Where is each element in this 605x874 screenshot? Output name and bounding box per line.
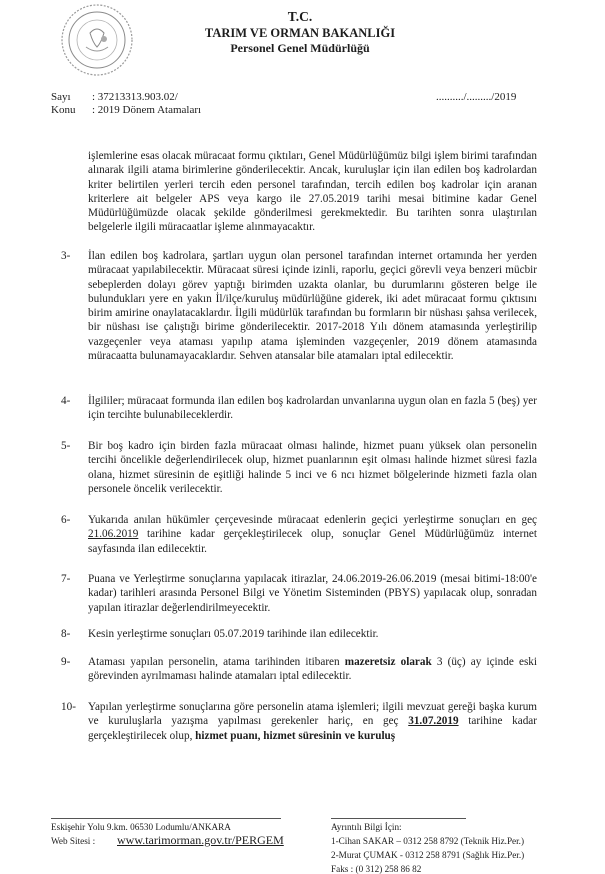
item-number: 8- <box>61 628 71 640</box>
footer-contact: 2-Murat ÇUMAK - 0312 258 8791 (Sağlık Hiz.Per.) <box>331 850 525 860</box>
footer-address: Eskişehir Yolu 9.km. 06530 Lodumlu/ANKARA <box>51 822 231 832</box>
konu-value: : 2019 Dönem Atamaları <box>92 104 202 116</box>
subject <box>51 104 201 116</box>
sayi-value: : 37213313.903.02/ <box>92 91 178 103</box>
item-number: 10- <box>61 701 76 713</box>
item-paragraph: Yukarıda anılan hükümler çerçevesinde müracaat edenlerin geçici yerleştirme sonuçları en geç 21.06.2019 tarihine kadar gerçekleştirilecek olup, sonuçlar Genel Müdürlüğümüz internet sayfasında ilan edilecektir. <box>88 514 537 555</box>
konu-label: Konu <box>51 104 76 116</box>
footer-divider <box>51 818 281 819</box>
sayi-label: Sayı <box>51 91 71 103</box>
item-number: 6- <box>61 514 71 526</box>
item-paragraph: Yapılan yerleştirme sonuçlarına göre personelin atama işlemleri; ilgili mevzuat gereği başka kurum ve kuruluşlarla yazışma yapılması gerekenler hariç, en geç 31.07.2019 tarihine kadar gerçekleştirilecek olup, hizmet puanı, hizmet süresinin ve kuruluş <box>88 701 538 742</box>
ministry-seal-logo <box>60 3 134 77</box>
reference-number <box>51 91 178 103</box>
item-paragraph: Bir boş kadro için birden fazla müracaat olması halinde, hizmet puanı yüksek olan personelin tercihi öncelikle değerlendirilecek olup, hizmet puanlarının eşit olması halinde hizmet süresi fazla olana, hizmet süresinin de eşitliği halinde 5 inci ve 6 ncı hizmet bölgelerinde hizmeti fazla olan personele öncelik verilecektir. <box>88 440 537 495</box>
footer-web-link[interactable]: www.tarimorman.gov.tr/PERGEM <box>117 833 284 847</box>
item-number: 7- <box>61 573 71 585</box>
item-number: 4- <box>61 395 71 407</box>
footer-fax: Faks : (0 312) 258 86 82 <box>331 864 422 874</box>
item-paragraph: İlgililer; müracaat formunda ilan edilen boş kadrolardan unvanlarına uygun olan en fazla 5 (beş) yer için tercihte bulunabileceklerdir. <box>88 395 537 422</box>
footer-contact: 1-Cihan SAKAR – 0312 258 8792 (Teknik Hiz.Per.) <box>331 836 525 846</box>
footer-info-label: Ayrıntılı Bilgi İçin: <box>331 822 402 832</box>
footer-web-label: Web Sitesi : <box>51 836 96 846</box>
item-paragraph: Ataması yapılan personelin, atama tarihinden itibaren mazeretsiz olarak 3 (üç) ay içinde eski görevinden ayrılmaması halinde atamaları iptal edilecektir. <box>88 656 537 683</box>
item-number: 3- <box>61 250 71 262</box>
intro-paragraph: işlemlerine esas olacak müracaat formu çıktıları, Genel Müdürlüğümüz bilgi işlem birimi tarafından alınarak ilgili atama birimlerine gönderilecektir. Ancak, kuruluşlar için ilan edilen boş kadrolardan kriter belirtilen yerleri tercih eden personel tarafından, tercih edilen boş kadrolar için aranan kriterlere ait belgeler APS veya kargo ile 27.05.2019 tarihi mesai bitimine kadar Genel Müdürlüğümüzde olacak şekilde gönderilmesi gerekmektedir. Bu tarihten sonra ulaştırılan belgelerle ilgili müracaatlar işleme alınmayacaktır. <box>88 150 537 234</box>
footer-divider <box>331 818 466 819</box>
header-directorate: Personel Genel Müdürlüğü <box>230 41 370 55</box>
deadline-date: 21.06.2019 <box>88 528 139 541</box>
item-paragraph: Puana ve Yerleştirme sonuçlarına yapılacak itirazlar, 24.06.2019-26.06.2019 (mesai bitimi-18:00'e kadar) tarihleri arasında Personel Bilgi ve Yönetim Sisteminden (PBYS) yapılacak olup, sonradan yapılan itirazlar değerlendirilmeyecektir. <box>88 573 537 614</box>
item-paragraph: İlan edilen boş kadrolara, şartları uygun olan personel tarafından internet ortamında her yerden müracaat yapılabilecektir. Müracaat süresi içinde izinli, raporlu, geçici görevli veya benzeri mücbir sebeplerden dolayı görev yaptığı birimden uzakta olanlar, bu durumlarını gösteren belge ile bulundukları yere en yakın İl/ilçe/kuruluş müdürlüğüne giderek, iki adet müracaat formu çıktısını birim amirine onaylatacaklardır. İlgili müdürlük tarafından bu formların bir nüshası şahsa verilecek, bir nüshası ise çalıştığı birime gönderilecektir. 2017-2018 Yılı dönem atamasında yerleştirilip vazgeçenler veya ataması yapılıp atama işleminden vazgeçenler, 2019 dönem atamasında müracaatta bulunamayacaklardır. Sehven atansalar bile atamaları iptal edilecektir. <box>88 250 537 363</box>
item-number: 9- <box>61 656 71 668</box>
deadline-date: 31.07.2019 <box>408 715 459 728</box>
item-number: 5- <box>61 440 71 452</box>
header-ministry: TARIM VE ORMAN BAKANLIĞI <box>204 26 396 40</box>
item-paragraph: Kesin yerleştirme sonuçları 05.07.2019 tarihinde ilan edilecektir. <box>88 628 379 640</box>
header-tc: T.C. <box>287 9 313 24</box>
document-date: ........../........./2019 <box>436 91 517 103</box>
